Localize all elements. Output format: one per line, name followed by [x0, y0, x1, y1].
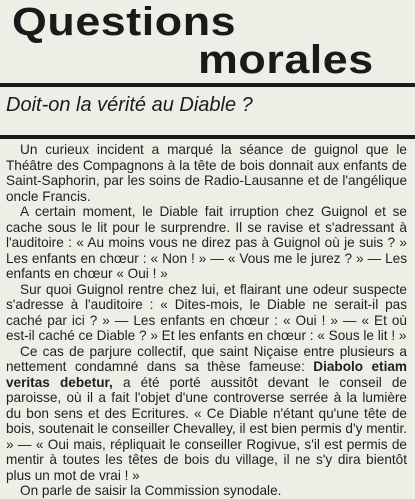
- paragraph-5: On parle de saisir la Commission synodale.: [20, 483, 282, 498]
- article-body: [6, 142, 407, 499]
- paragraph-4-start: Ce cas de parjure collectif, que saint Niçaise entre plusieurs a nettement condamné dans sa thèse fameuse:: [6, 343, 407, 374]
- top-rule: [0, 83, 415, 87]
- paragraph-2: A certain moment, le Diable fait irruption chez Guignol et se cache sous le lit pour le surprendre. Il se ravise et s'adressant à l'auditoire : « Au moins vous ne direz pas à Guignol où je suis ? » Les enfants en chœur : « Non ! » — « Vous me le jurez ? » — Les enfants en chœur « Oui ! »: [6, 204, 407, 281]
- paragraph-1: Un curieux incident a marqué la séance de guignol que le Théâtre des Compagnons à la tête de bois donnait aux enfants de Saint-Saphorin, par les soins de Radio-Lausanne et de l'angélique oncle Francis.: [6, 142, 407, 204]
- paragraph-4-end: a été porté aussitôt devant le conseil de paroisse, où il a fait l'objet d'une controverse serrée à la lumière du bon sens et des Ecritures. « Ce Diable n'étant qu'une tête de bois, soutenait le conseiller Chevalley, il est bien permis d'y mentir. » — « Oui mais, répliquait le conseiller Rogivue, s'il est permis de mentir à toutes les têtes de bois du village, il ne s'y dira bientôt plus un mot de vrai ! »: [6, 374, 407, 483]
- latin-thesis-title: Diabolo etiam veritas debetur,: [6, 359, 407, 390]
- bottom-rule: [0, 135, 415, 139]
- paragraph-3: Sur quoi Guignol rentre chez lui, et flairant une odeur suspecte s'adresse à l'auditoire : « Dites-mois, le Diable ne serait-il pas caché par ici ? » — Les enfants en chœur : « Oui ! » — « Et où est-il caché ce Diable ? » Et les enfants en chœur : « Sous le lit ! »: [6, 281, 407, 343]
- article-subtitle: Doit-on la vérité au Diable ?: [6, 94, 253, 116]
- article-header: [6, 0, 409, 80]
- title-line-1: Questions: [12, 0, 237, 44]
- title-line-2: morales: [198, 38, 374, 82]
- paragraph-4: [6, 344, 407, 484]
